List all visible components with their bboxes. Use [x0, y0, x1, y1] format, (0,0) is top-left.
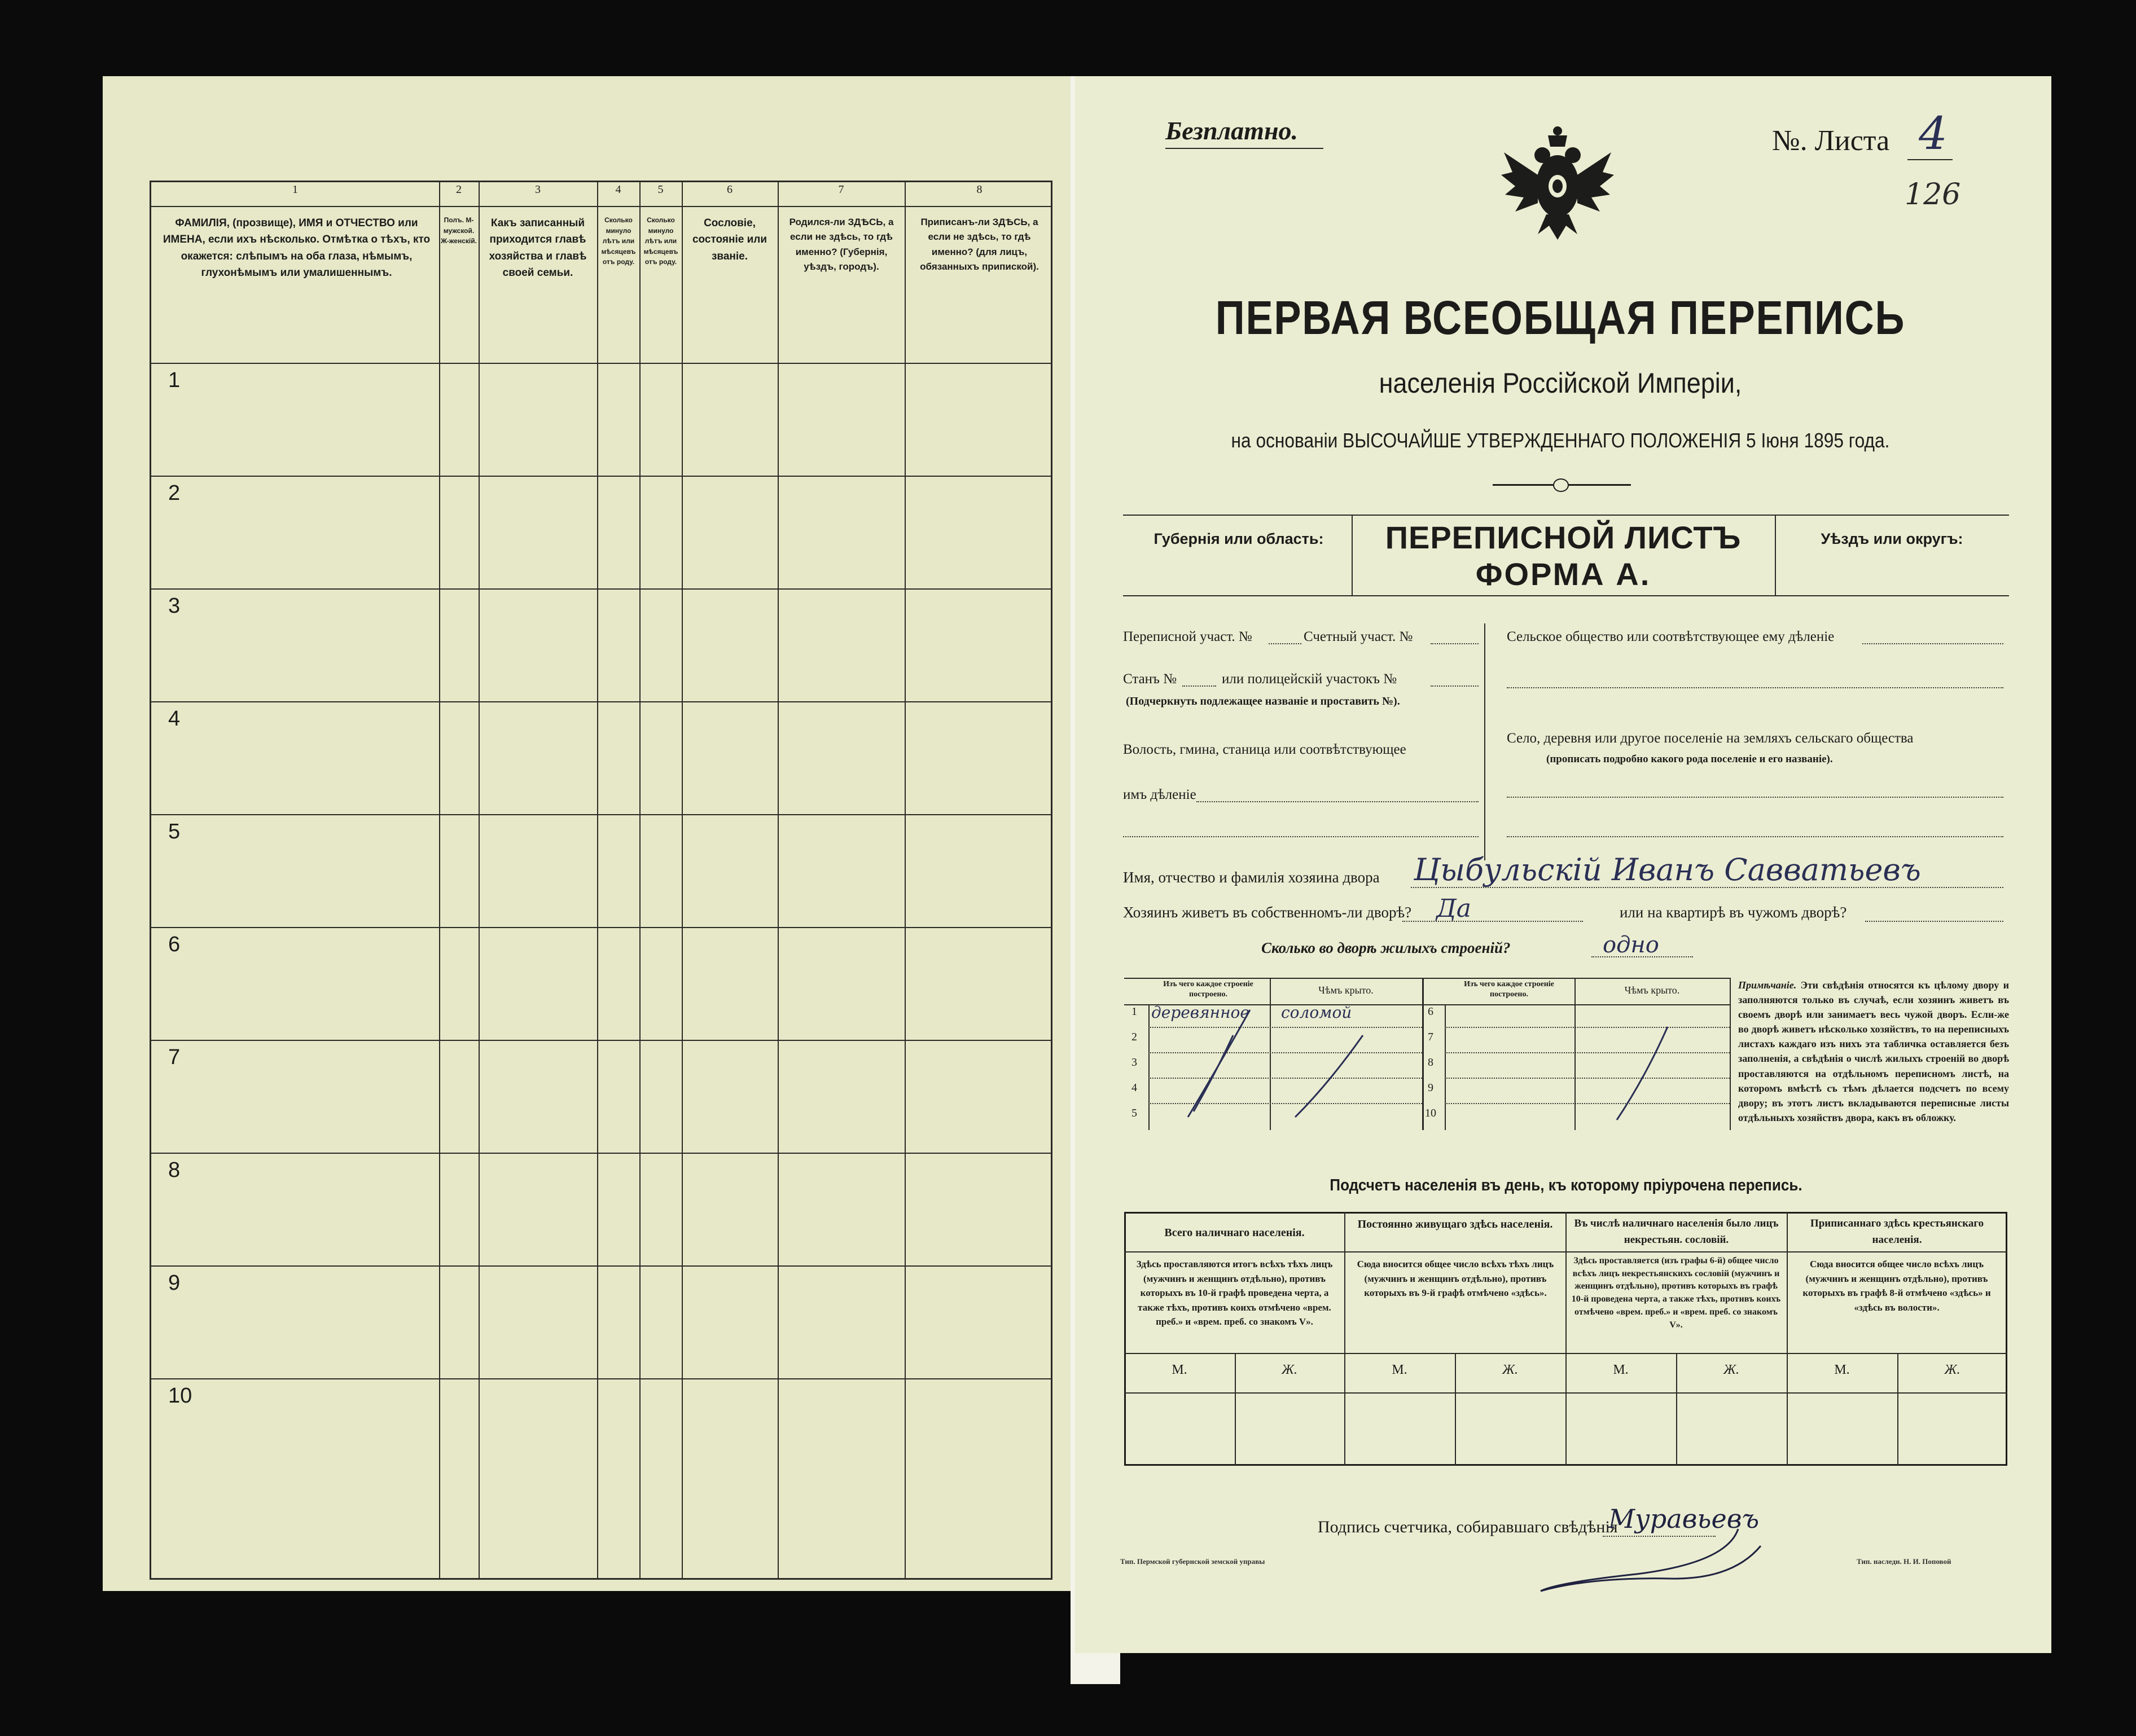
dash-strokes — [1148, 1004, 1730, 1131]
column-header-birthplace: Родился-ли ЗДѢСЬ, а если не здѣсь, то гдѣ именно? (Губернія, уѣздъ, городъ). — [789, 217, 894, 273]
female-column: Ж. — [1723, 1363, 1739, 1377]
double-headed-eagle-emblem — [1498, 118, 1617, 243]
building-row-number: 8 — [1428, 1056, 1433, 1069]
owner-name-handwritten: Цыбульскій Иванъ Савватьевъ — [1414, 852, 1921, 887]
printer-imprint-left: Тип. Пермской губернской земской управы — [1120, 1557, 1265, 1566]
building-roof-header: Чѣмъ крыто. — [1624, 985, 1680, 996]
permanent-residents-header: Постоянно живущаго здѣсь населенія. — [1357, 1218, 1553, 1230]
printer-imprint-right: Тип. наследн. Н. И. Поповой — [1857, 1557, 1951, 1566]
province-label: Губернія или область: — [1153, 530, 1324, 547]
column-header-name: ФАМИЛІЯ, (прозвище), ИМЯ и ОТЧЕСТВО или ИМЕНА, если ихъ нѣсколько. Отмѣтка о тѣхъ, кто окажется: слѣпымъ на оба глаза, нѣмымъ, глухонѣмымъ или умалишеннымъ. — [163, 217, 431, 279]
row-number: 9 — [168, 1271, 181, 1295]
divider-ornament-icon — [1553, 478, 1569, 492]
building-row-number: 1 — [1131, 1005, 1137, 1018]
building-row-number: 3 — [1131, 1056, 1137, 1069]
count-section-label: Счетный участ. № — [1304, 629, 1413, 644]
census-table — [150, 181, 1052, 1580]
rural-society-label: Сельское общество или соотвѣтствующее ему дѣленіе — [1507, 629, 1835, 644]
column-header-relation: Какъ записанный приходится главѣ хозяйства и главѣ своей семьи. — [489, 217, 587, 279]
column-header-age: Сколько минуло лѣтъ или мѣсяцевъ отъ роду. — [643, 216, 678, 266]
owner-name-label: Имя, отчество и фамилія хозяина двора — [1123, 869, 1380, 886]
row-number: 1 — [168, 368, 181, 392]
non-peasant-header: Въ числѣ наличнаго населенія было лицъ некрестьян. сословій. — [1574, 1218, 1779, 1246]
stan-label: Станъ № — [1123, 671, 1177, 687]
row-number: 6 — [168, 933, 181, 956]
building-1-material-handwritten: деревянное — [1151, 1003, 1249, 1022]
note-text: Эти свѣдѣнія относятся къ цѣлому двору и заполняются только въ случаѣ, если хозяинъ живетъ въ своемъ дворѣ или занимаетъ весь чужой дворъ. Если-же во дворѣ живетъ нѣсколько хозяйствъ, то на переписныхъ листахъ каждаго изъ нихъ эта табличка оставляется безъ заполненія, а свѣдѣнія о числѣ жилыхъ строеній во дворѣ проставляются на отдѣльномъ переписномъ листѣ, на которомъ вмѣстѣ съ тѣмъ дѣлается подсчетъ по всему двору; въ этотъ листъ вкладываются переписные листы отдѣльныхъ хозяйствъ двора, какъ въ обложку. — [1738, 979, 2009, 1123]
archive-folio-number: 126 — [1905, 178, 1961, 212]
volost-label-continued: имъ дѣленіе — [1123, 787, 1196, 802]
building-material-header: Изъ чего каждое строеніе построено. — [1464, 980, 1554, 999]
census-basis: на основаніи ВЫСОЧАЙШЕ УТВЕРЖДЕННАГО ПОЛОЖЕНІЯ 5 Іюня 1895 года. — [1231, 429, 1890, 452]
building-row-number: 6 — [1428, 1005, 1433, 1018]
column-number: 6 — [727, 183, 733, 196]
female-column: Ж. — [1944, 1363, 1960, 1377]
total-present-header: Всего наличнаго населенія. — [1164, 1227, 1305, 1239]
column-header-age-alt: Сколько минуло лѣтъ или мѣсяцевъ отъ роду. — [601, 216, 636, 266]
sheet-number-label: №. Листа — [1772, 125, 1890, 157]
male-column: М. — [1392, 1363, 1407, 1377]
buildings-count-label: Сколько во дворѣ жилыхъ строеній? — [1261, 939, 1511, 956]
signature-flourish — [1524, 1512, 1783, 1602]
buildings-note — [1738, 978, 2009, 1125]
permanent-residents-note: Сюда вносится общее число всѣхъ тѣхъ лицъ (мужчинъ и женщинъ отдѣльно), противъ которыхъ въ 9-й графѣ отмѣчено «здѣсь». — [1357, 1259, 1554, 1298]
column-number: 2 — [456, 183, 462, 196]
non-peasant-note: Здѣсь проставляется (изъ графы 6-й) общее число всѣхъ лицъ некрестьянскихъ сословій (мужчинъ и женщинъ отдѣльно), противъ которыхъ въ графѣ 10-й проведена черта, а также тѣхъ, противъ коихъ отмѣчено «врем. преб.» и «врем. преб. со знакомъ V». — [1571, 1256, 1781, 1330]
row-number: 8 — [168, 1158, 181, 1182]
row-number: 7 — [168, 1045, 181, 1069]
census-subtitle: населенія Россійской Имперіи, — [1379, 367, 1742, 399]
building-material-header: Изъ чего каждое строеніе построено. — [1163, 980, 1253, 999]
district-label: Уѣздъ или округъ: — [1821, 530, 1963, 547]
building-row-number: 5 — [1131, 1107, 1137, 1119]
buildings-count-handwritten: одно — [1603, 932, 1659, 958]
sheet-number-handwritten: 4 — [1919, 107, 1948, 160]
row-number: 3 — [168, 594, 181, 618]
building-1-roof-handwritten: соломой — [1281, 1003, 1352, 1022]
free-label: Безплатно. — [1165, 116, 1298, 145]
column-number: 5 — [657, 183, 664, 196]
total-present-note: Здѣсь проставляются итогъ всѣхъ тѣхъ лицъ (мужчинъ и женщинъ отдѣльно), противъ которыхъ въ 10-й графѣ проведена черта, а также тѣхъ, противъ коихъ отмѣчено «врем. преб.» и «врем. преб. со знакомъ V». — [1136, 1259, 1333, 1327]
form-subtitle: ФОРМА А. — [1475, 556, 1651, 592]
female-column: Ж. — [1282, 1363, 1297, 1377]
row-number: 2 — [168, 481, 181, 505]
building-row-number: 4 — [1131, 1082, 1137, 1094]
form-title: ПЕРЕПИСНОЙ ЛИСТЪ — [1385, 520, 1742, 555]
column-header-registration: Приписанъ-ли ЗДѢСЬ, а если не здѣсь, то гдѣ именно? (для лицъ, обязанныхъ припиской). — [920, 217, 1039, 273]
column-number: 1 — [292, 183, 298, 196]
building-row-number: 9 — [1428, 1082, 1433, 1094]
building-row-number: 7 — [1428, 1031, 1433, 1043]
population-count-title: Подсчетъ населенія въ день, къ которому пріурочена перепись. — [1330, 1176, 1802, 1194]
owner-residence-label: Хозяинъ живетъ въ собственномъ-ли дворѣ? — [1123, 904, 1412, 921]
column-number: 8 — [976, 183, 983, 196]
column-header-estate: Сословіе, состояніе или званіе. — [692, 217, 767, 262]
village-note: (прописать подробно какого рода поселеніе и его названіе). — [1546, 753, 1833, 765]
column-number: 4 — [615, 183, 621, 196]
village-label: Село, деревня или другое поселеніе на земляхъ сельскаго общества — [1507, 731, 1914, 746]
column-number: 3 — [535, 183, 541, 196]
male-column: М. — [1172, 1363, 1187, 1377]
row-number: 4 — [168, 707, 181, 731]
owner-residence-handwritten: Да — [1436, 894, 1472, 923]
census-title: ПЕРВАЯ ВСЕОБЩАЯ ПЕРЕПИСЬ — [1215, 291, 1906, 344]
column-header-sex: Полъ. М-мужской. Ж-женскій. — [441, 216, 477, 245]
police-station-label: или полицейскій участокъ № — [1222, 671, 1397, 687]
male-column: М. — [1613, 1363, 1629, 1377]
male-column: М. — [1834, 1363, 1850, 1377]
building-row-number: 2 — [1131, 1031, 1137, 1043]
stan-note: (Подчеркнуть подлежащее названіе и проставить №). — [1126, 695, 1400, 707]
registered-peasants-note: Сюда вносится общее число всѣхъ лицъ (мужчинъ и женщинъ отдѣльно), противъ которыхъ въ графѣ 8-й отмѣчено «здѣсь» и «здѣсь въ волости». — [1802, 1259, 1991, 1313]
note-title: Примѣчаніе. — [1738, 979, 1797, 991]
row-number: 5 — [168, 820, 181, 843]
enumerator-signature-label: Подпись счетчика, собиравшаго свѣдѣнія — [1318, 1518, 1618, 1536]
row-number: 10 — [168, 1384, 192, 1408]
building-roof-header: Чѣмъ крыто. — [1318, 985, 1374, 996]
enumerator-signature-handwritten: Муравьевъ — [1608, 1504, 1760, 1534]
registered-peasants-header: Приписаннаго здѣсь крестьянскаго населенія. — [1810, 1218, 1984, 1246]
volost-label: Волость, гмина, станица или соотвѣтствующее — [1123, 742, 1406, 757]
column-number: 7 — [838, 183, 844, 196]
census-section-label: Переписной участ. № — [1123, 629, 1252, 644]
building-row-number: 10 — [1425, 1107, 1436, 1119]
rented-residence-label: или на квартирѣ въ чужомъ дворѣ? — [1620, 904, 1847, 921]
female-column: Ж. — [1502, 1363, 1518, 1377]
